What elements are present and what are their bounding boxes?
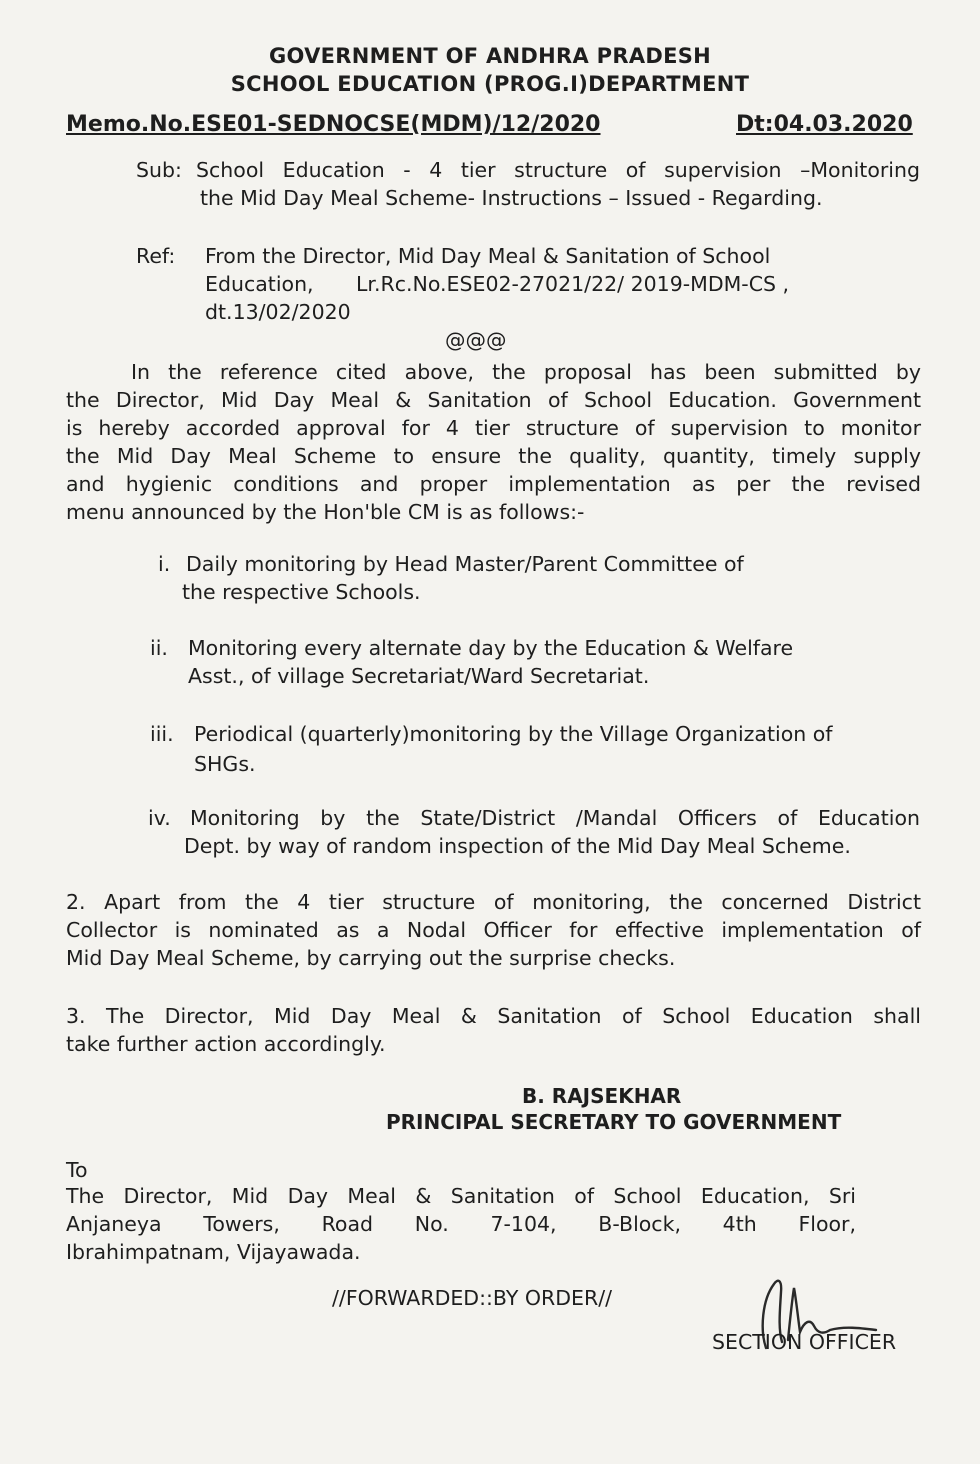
intro-line-1: In the reference cited above, the proposal has been submitted by	[131, 360, 921, 384]
to-label: To	[66, 1158, 88, 1182]
item-2-line-1: Monitoring every alternate day by the Education & Welfare	[188, 636, 794, 660]
header-government: GOVERNMENT OF ANDHRA PRADESH	[268, 44, 712, 68]
item-4-number: iv.	[148, 806, 171, 830]
header-department: SCHOOL EDUCATION (PROG.I)DEPARTMENT	[230, 72, 750, 96]
section-officer: SECTION OFFICER	[712, 1330, 897, 1354]
memo-number: Memo.No.ESE01-SEDNOCSE(MDM)/12/2020	[66, 112, 601, 137]
signatory-name: B. RAJSEKHAR	[522, 1084, 682, 1108]
item-4-line-2: Dept. by way of random inspection of the Mid Day Meal Scheme.	[184, 834, 851, 858]
signatory-title: PRINCIPAL SECRETARY TO GOVERNMENT	[386, 1110, 842, 1134]
subject-line-1: School Education - 4 tier structure of supervision –Monitoring	[196, 158, 920, 182]
reference-label: Ref:	[136, 244, 176, 268]
forwarded-by-order: //FORWARDED::BY ORDER//	[332, 1286, 613, 1310]
to-line-3: Ibrahimpatnam, Vijayawada.	[66, 1240, 361, 1264]
to-line-2: Anjaneya Towers, Road No. 7-104, B-Block, 4th Floor,	[66, 1212, 856, 1236]
subject-label: Sub:	[136, 158, 182, 182]
reference-line-1: From the Director, Mid Day Meal & Sanitation of School	[205, 244, 771, 268]
item-2-number: ii.	[150, 636, 168, 660]
intro-line-4: the Mid Day Meal Scheme to ensure the quality, quantity, timely supply	[66, 444, 921, 468]
para-2-line-2: Collector is nominated as a Nodal Officer for effective implementation of	[66, 918, 921, 942]
intro-line-6: menu announced by the Hon'ble CM is as follows:-	[66, 500, 585, 524]
para-2-line-1: 2. Apart from the 4 tier structure of monitoring, the concerned District	[66, 890, 921, 914]
para-3-line-1: 3. The Director, Mid Day Meal & Sanitation of School Education shall	[66, 1004, 921, 1028]
item-1-line-1: Daily monitoring by Head Master/Parent Committee of	[186, 552, 744, 576]
subject-line-2: the Mid Day Meal Scheme- Instructions – Issued - Regarding.	[200, 186, 823, 210]
separator: @@@	[445, 328, 507, 352]
reference-line-3: dt.13/02/2020	[205, 300, 351, 324]
item-3-line-2: SHGs.	[194, 752, 256, 776]
to-line-1: The Director, Mid Day Meal & Sanitation of School Education, Sri	[66, 1184, 856, 1208]
intro-line-3: is hereby accorded approval for 4 tier structure of supervision to monitor	[66, 416, 921, 440]
para-2-line-3: Mid Day Meal Scheme, by carrying out the surprise checks.	[66, 946, 676, 970]
para-3-line-2: take further action accordingly.	[66, 1032, 386, 1056]
item-4-line-1: Monitoring by the State/District /Mandal Officers of Education	[190, 806, 920, 830]
reference-line-2b: Lr.Rc.No.ESE02-27021/22/ 2019-MDM-CS ,	[356, 272, 790, 296]
item-2-line-2: Asst., of village Secretariat/Ward Secretariat.	[188, 664, 650, 688]
item-1-number: i.	[158, 552, 171, 576]
item-3-line-1: Periodical (quarterly)monitoring by the Village Organization of	[194, 722, 833, 746]
item-3-number: iii.	[150, 722, 174, 746]
memo-date: Dt:04.03.2020	[736, 112, 913, 137]
intro-line-5: and hygienic conditions and proper implementation as per the revised	[66, 472, 921, 496]
reference-line-2a: Education,	[205, 272, 314, 296]
item-1-line-2: the respective Schools.	[182, 580, 421, 604]
intro-line-2: the Director, Mid Day Meal & Sanitation of School Education. Government	[66, 388, 921, 412]
